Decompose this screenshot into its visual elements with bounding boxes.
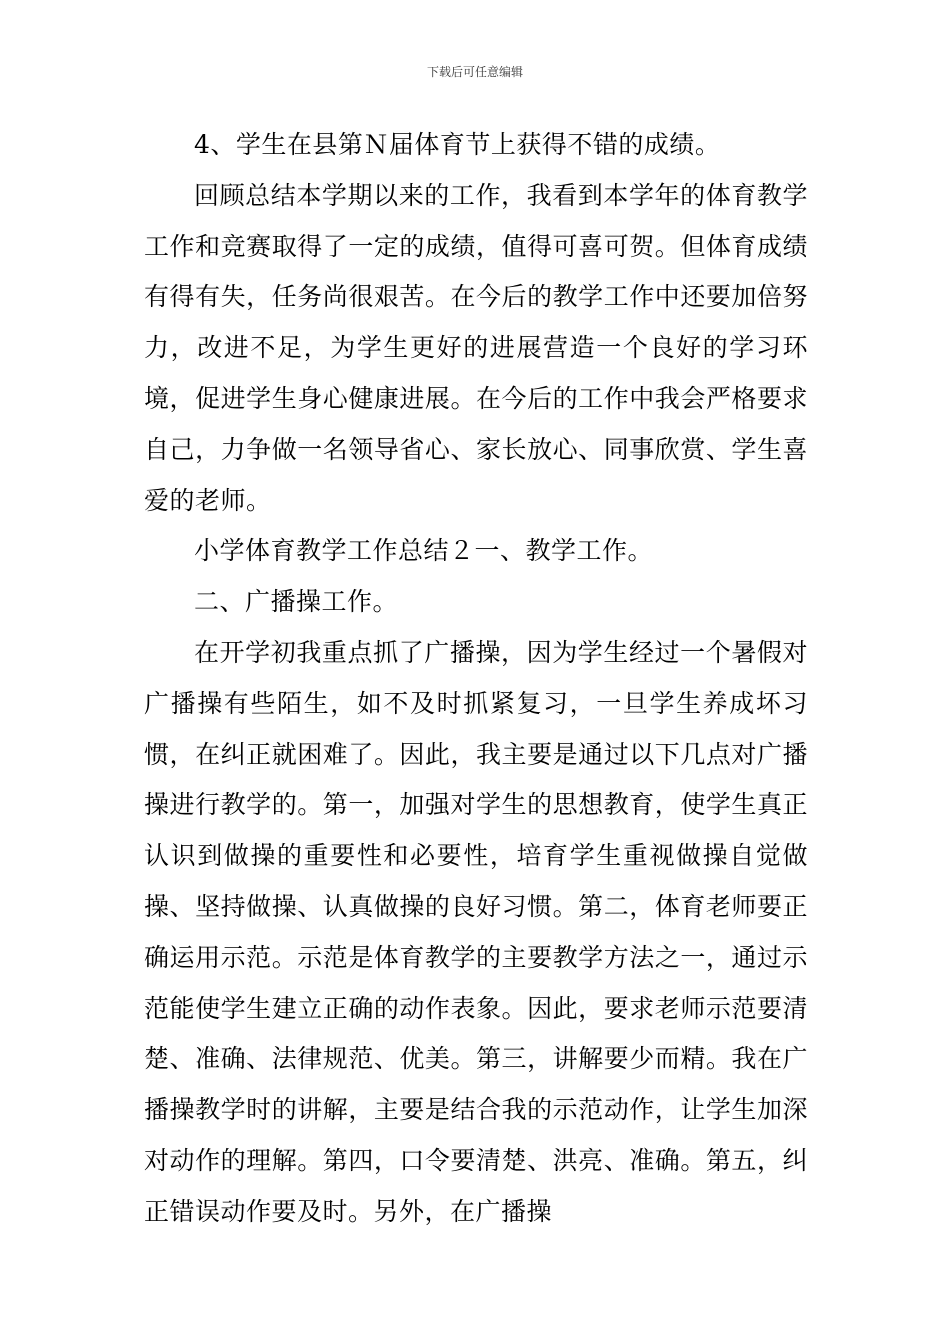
paragraph-section-heading: 二、广播操工作。 [194,587,399,617]
document-body [144,120,808,1238]
paragraph-review: 回顾总结本学期以来的工作，我看到本学年的体育教学工作和竞赛取得了一定的成绩，值得可喜可贺。但体育成绩有得有失，任务尚很艰苦。在今后的教学工作中还要加倍努力，改进不足，为学生更好的进展营造一个良好的学习环境，促进学生身心健康进展。在今后的工作中我会严格要求自己，力争做一名领导省心、家长放心、同事欣赏、学生喜爱的老师。 [144,180,808,515]
paragraph-achievement: 4、学生在县第Ｎ届体育节上获得不错的成绩。 [194,130,721,159]
header-note: 下载后可任意编辑 [426,65,523,79]
paragraph-broadcast-exercise: 在开学初我重点抓了广播操，因为学生经过一个暑假对广播操有些陌生，如不及时抓紧复习，一旦学生养成坏习惯，在纠正就困难了。因此，我主要是通过以下几点对广播操进行教学的。第一，加强对学生的思想教育，使学生真正认识到做操的重要性和必要性，培育学生重视做操自觉做操、坚持做操、认真做操的良好习惯。第二，体育老师要正确运用示范。示范是体育教学的主要教学方法之一，通过示范能使学生建立正确的动作表象。因此，要求老师示范要清楚、准确、法律规范、优美。第三，讲解要少而精。我在广播操教学时的讲解，主要是结合我的示范动作，让学生加深对动作的理解。第四，口令要清楚、洪亮、准确。第五，纠正错误动作要及时。另外，在广播操 [144,637,808,1226]
paragraph-summary-title: 小学体育教学工作总结２一、教学工作。 [194,536,654,566]
